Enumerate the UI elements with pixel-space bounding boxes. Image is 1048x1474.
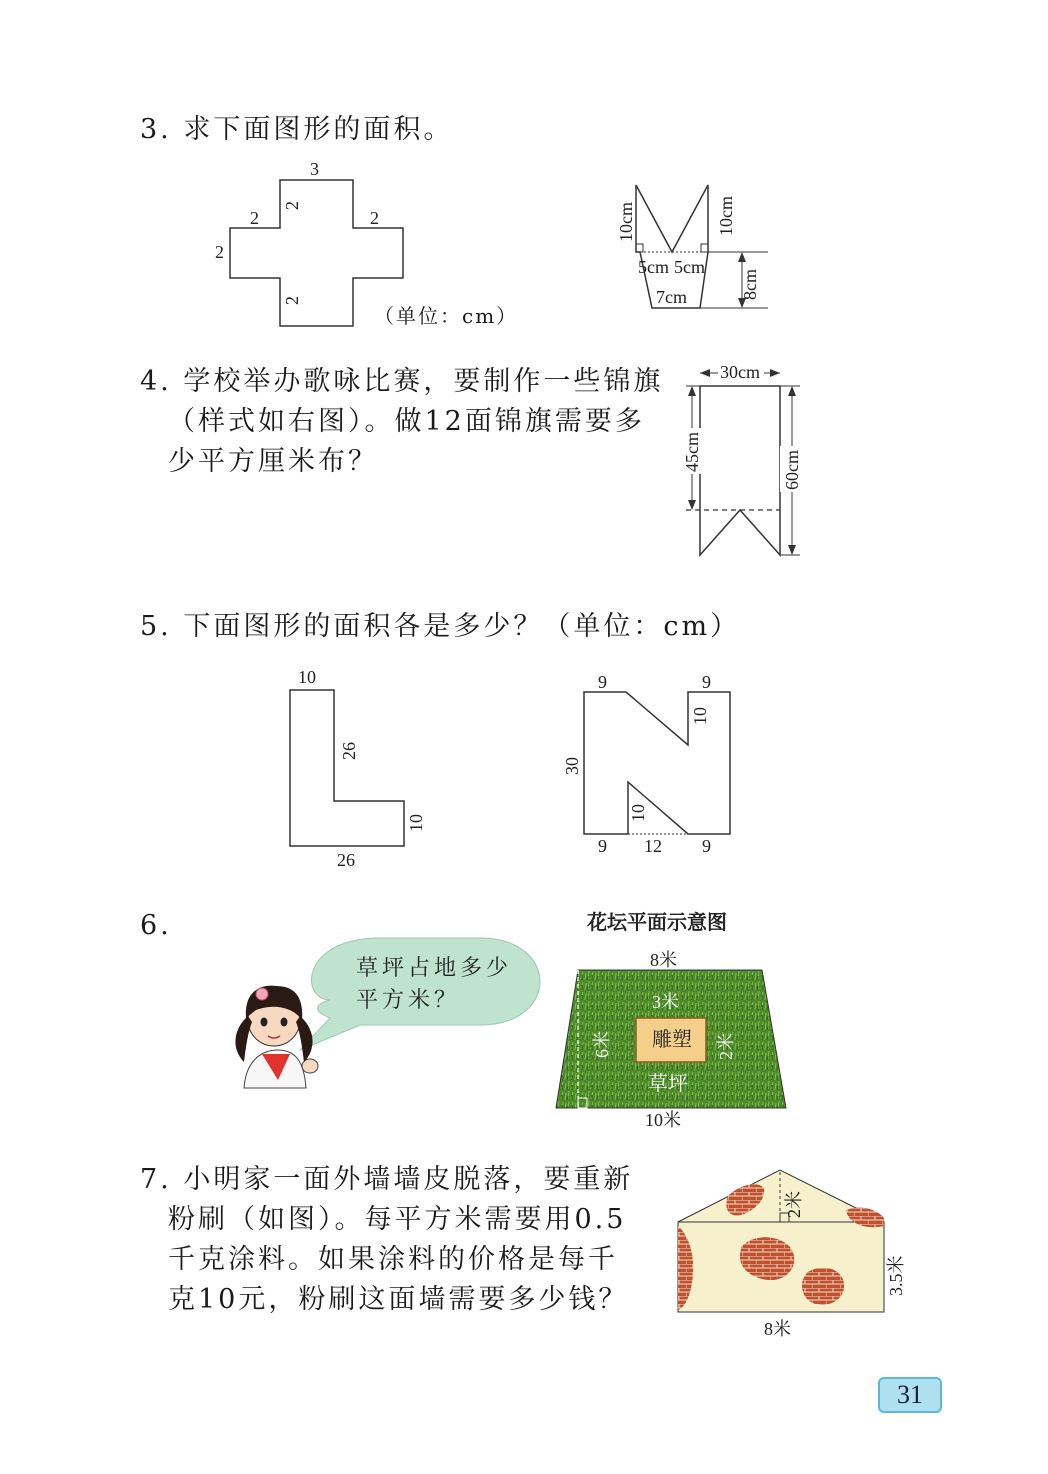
statue-height-label: 2米: [716, 1033, 736, 1060]
bed-top-label: 8米: [650, 950, 677, 970]
shape-bottom-label: 7cm: [656, 287, 687, 307]
q7-line-3: 千克涂料。如果涂料的价格是每千: [168, 1244, 618, 1275]
flag-figure: [680, 362, 804, 555]
bubble-line-2: 平方米？: [356, 988, 461, 1013]
q4-line-3: 少平方厘米布？: [168, 446, 378, 477]
cross-top-label: 3: [310, 159, 319, 179]
n-inner-triangle-label: 10: [628, 804, 648, 822]
shape-trap-height-label: 8cm: [740, 269, 760, 300]
bed-bottom-label: 10米: [645, 1110, 681, 1130]
girl-illustration: [235, 986, 318, 1088]
q4-line-1: 4. 学校举办歌咏比赛，要制作一些锦旗: [140, 366, 664, 397]
l-shape-figure: [290, 667, 426, 870]
flag-inner-height-label: 45cm: [682, 432, 702, 472]
statue-width-label: 3米: [652, 992, 679, 1012]
grass-label: 草坪: [648, 1073, 688, 1095]
roof-height-label: 2米: [784, 1191, 804, 1218]
n-bottom-mid-label: 12: [644, 836, 662, 856]
cross-lower-stem-label: 2: [282, 296, 302, 305]
cross-unit-label: （单位：cm）: [374, 304, 519, 328]
flag-width-label: 30cm: [720, 362, 760, 382]
flag-total-height-label: 60cm: [782, 450, 802, 490]
n-bottom-left-label: 9: [598, 836, 607, 856]
page-number: 31: [878, 1377, 942, 1413]
shape-half-left-label: 5cm: [638, 257, 669, 277]
n-notch-label: 10: [690, 707, 710, 725]
q4-line-2: （样式如右图）。做12面锦旗需要多: [168, 406, 645, 437]
n-bottom-right-label: 9: [702, 836, 711, 856]
wall-width-label: 8米: [764, 1319, 791, 1339]
q7-line-4: 克10元，粉刷这面墙需要多少钱？: [168, 1284, 629, 1315]
l-top-label: 10: [298, 667, 316, 687]
cross-right-arm-label: 2: [370, 208, 379, 228]
cross-left-side-label: 2: [215, 242, 224, 262]
l-bottom-label: 26: [337, 850, 355, 870]
wall-height-label: 3.5米: [886, 1255, 906, 1296]
bubble-line-1: 草坪占地多少: [356, 956, 513, 981]
q5-text: 5. 下面图形的面积各是多少？（单位：cm）: [140, 611, 741, 642]
flower-bed-title: 花坛平面示意图: [587, 910, 727, 934]
statue-label: 雕塑: [652, 1029, 692, 1051]
shape-left-height-label: 10cm: [616, 202, 636, 242]
n-shape-figure: [562, 672, 730, 856]
shape-right-height-label: 10cm: [716, 196, 736, 236]
q7-line-2: 粉刷（如图）。每平方米需要用0.5: [168, 1204, 627, 1235]
wall-diagram: [678, 1170, 906, 1339]
n-left-label: 30: [562, 757, 582, 775]
n-top-right-label: 9: [702, 672, 711, 692]
bed-height-label: 6米: [592, 1031, 612, 1058]
v-trapezoid-figure: [616, 185, 768, 308]
cross-upper-stem-label: 2: [282, 201, 302, 210]
l-right-vertical-label: 10: [406, 814, 426, 832]
n-top-left-label: 9: [598, 672, 607, 692]
q3-text: 3. 求下面图形的面积。: [140, 114, 454, 145]
flower-bed-diagram: [556, 950, 786, 1130]
shape-half-right-label: 5cm: [674, 257, 705, 277]
q7-line-1: 7. 小明家一面外墙墙皮脱落，要重新: [140, 1164, 634, 1195]
l-inner-vertical-label: 26: [339, 742, 359, 760]
cross-left-arm-label: 2: [250, 208, 259, 228]
q6-number: 6.: [140, 910, 172, 941]
